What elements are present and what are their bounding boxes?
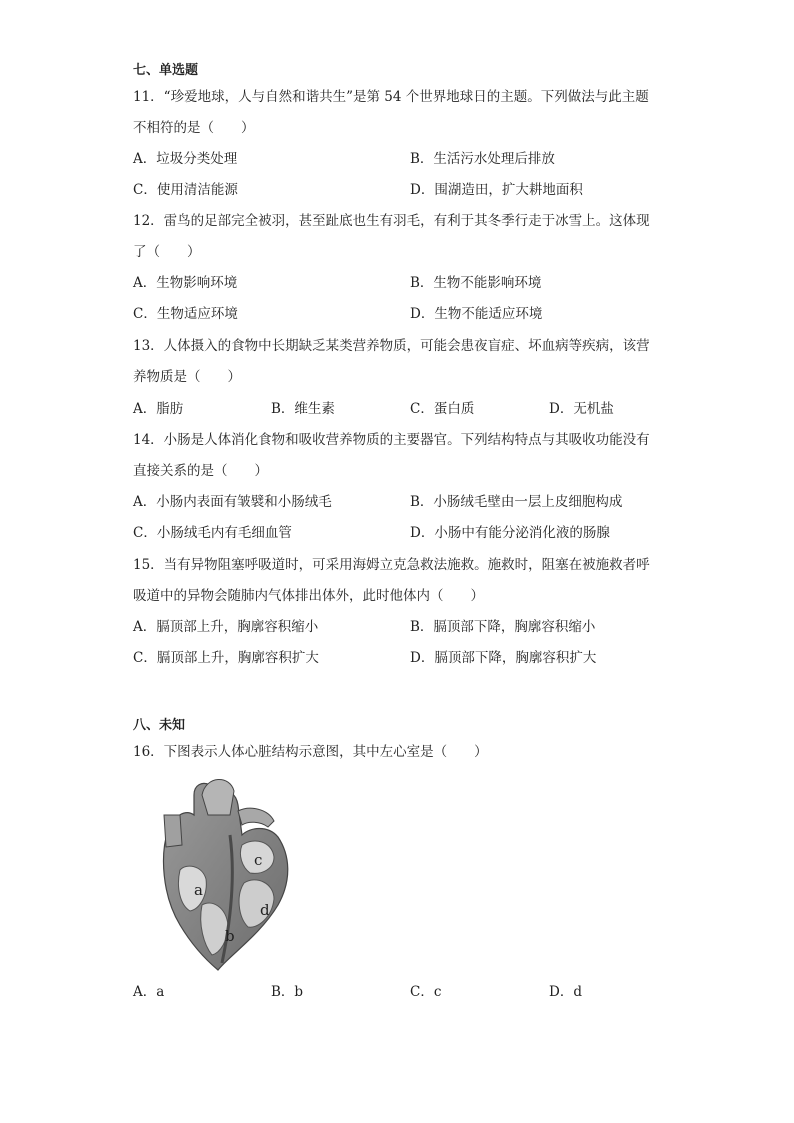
heart-label-c: c bbox=[254, 851, 263, 869]
question-13-option-c[interactable]: C．蛋白质 bbox=[410, 401, 475, 417]
question-12-option-c[interactable]: C．生物适应环境 bbox=[133, 306, 238, 322]
question-16-stem: 16．下图表示人体心脏结构示意图，其中左心室是（ ） bbox=[133, 744, 488, 760]
question-14-stem-line1: 14．小肠是人体消化食物和吸收营养物质的主要器官。下列结构特点与其吸收功能没有 bbox=[133, 432, 650, 448]
question-15-option-a[interactable]: A．膈顶部上升，胸廓容积缩小 bbox=[133, 619, 319, 635]
question-15-stem-line2: 吸道中的异物会随肺内气体排出体外，此时他体内（ ） bbox=[133, 588, 484, 604]
question-11-option-a[interactable]: A．垃圾分类处理 bbox=[133, 151, 238, 167]
section-title-unknown: 八、未知 bbox=[133, 718, 186, 733]
question-14-option-b[interactable]: B．小肠绒毛壁由一层上皮细胞构成 bbox=[410, 494, 623, 510]
question-12-option-d[interactable]: D．生物不能适应环境 bbox=[410, 306, 543, 322]
question-11-stem-line2: 不相符的是（ ） bbox=[133, 120, 255, 136]
question-11-stem-line1: 11．“珍爱地球，人与自然和谐共生”是第 54 个世界地球日的主题。下列做法与此主题 bbox=[133, 89, 649, 105]
question-14-option-a[interactable]: A．小肠内表面有皱襞和小肠绒毛 bbox=[133, 494, 332, 510]
question-15-option-d[interactable]: D．膈顶部下降，胸廓容积扩大 bbox=[410, 650, 597, 666]
aorta-vessel bbox=[202, 779, 234, 815]
question-14-option-d[interactable]: D．小肠中有能分泌消化液的肠腺 bbox=[410, 525, 610, 541]
question-16-option-b[interactable]: B．b bbox=[271, 984, 304, 1000]
question-12-stem-line1: 12．雷鸟的足部完全被羽，甚至趾底也生有羽毛，有利于其冬季行走于冰雪上。这体现 bbox=[133, 213, 650, 229]
question-13-stem-line1: 13．人体摄入的食物中长期缺乏某类营养物质，可能会患夜盲症、坏血病等疾病，该营 bbox=[133, 338, 650, 354]
question-14-option-c[interactable]: C．小肠绒毛内有毛细血管 bbox=[133, 525, 292, 541]
heart-diagram-svg bbox=[150, 775, 295, 975]
question-16-option-d[interactable]: D．d bbox=[549, 984, 582, 1000]
heart-label-a: a bbox=[194, 881, 203, 899]
section-title-single-choice: 七、单选题 bbox=[133, 63, 199, 78]
question-12-option-b[interactable]: B．生物不能影响环境 bbox=[410, 275, 542, 291]
question-11-option-b[interactable]: B．生活污水处理后排放 bbox=[410, 151, 555, 167]
pulmonary-vessel bbox=[238, 808, 274, 827]
question-13-option-d[interactable]: D．无机盐 bbox=[549, 401, 614, 417]
question-15-option-b[interactable]: B．膈顶部下降，胸廓容积缩小 bbox=[410, 619, 596, 635]
question-15-stem-line1: 15．当有异物阻塞呼吸道时，可采用海姆立克急救法施救。施救时，阻塞在被施救者呼 bbox=[133, 557, 650, 573]
question-13-option-b[interactable]: B．维生素 bbox=[271, 401, 335, 417]
question-16-option-c[interactable]: C．c bbox=[410, 984, 442, 1000]
heart-label-d: d bbox=[260, 901, 270, 919]
heart-structure-figure bbox=[150, 775, 295, 975]
question-11-option-d[interactable]: D．围湖造田，扩大耕地面积 bbox=[410, 182, 583, 198]
question-12-option-a[interactable]: A．生物影响环境 bbox=[133, 275, 238, 291]
heart-label-b: b bbox=[225, 927, 235, 945]
question-11-option-c[interactable]: C．使用清洁能源 bbox=[133, 182, 238, 198]
question-13-stem-line2: 养物质是（ ） bbox=[133, 369, 241, 385]
question-13-option-a[interactable]: A．脂肪 bbox=[133, 401, 184, 417]
vena-cava-vessel bbox=[164, 815, 182, 847]
question-15-option-c[interactable]: C．膈顶部上升，胸廓容积扩大 bbox=[133, 650, 319, 666]
question-14-stem-line2: 直接关系的是（ ） bbox=[133, 463, 268, 479]
question-12-stem-line2: 了（ ） bbox=[133, 244, 201, 260]
question-16-option-a[interactable]: A．a bbox=[133, 984, 165, 1000]
